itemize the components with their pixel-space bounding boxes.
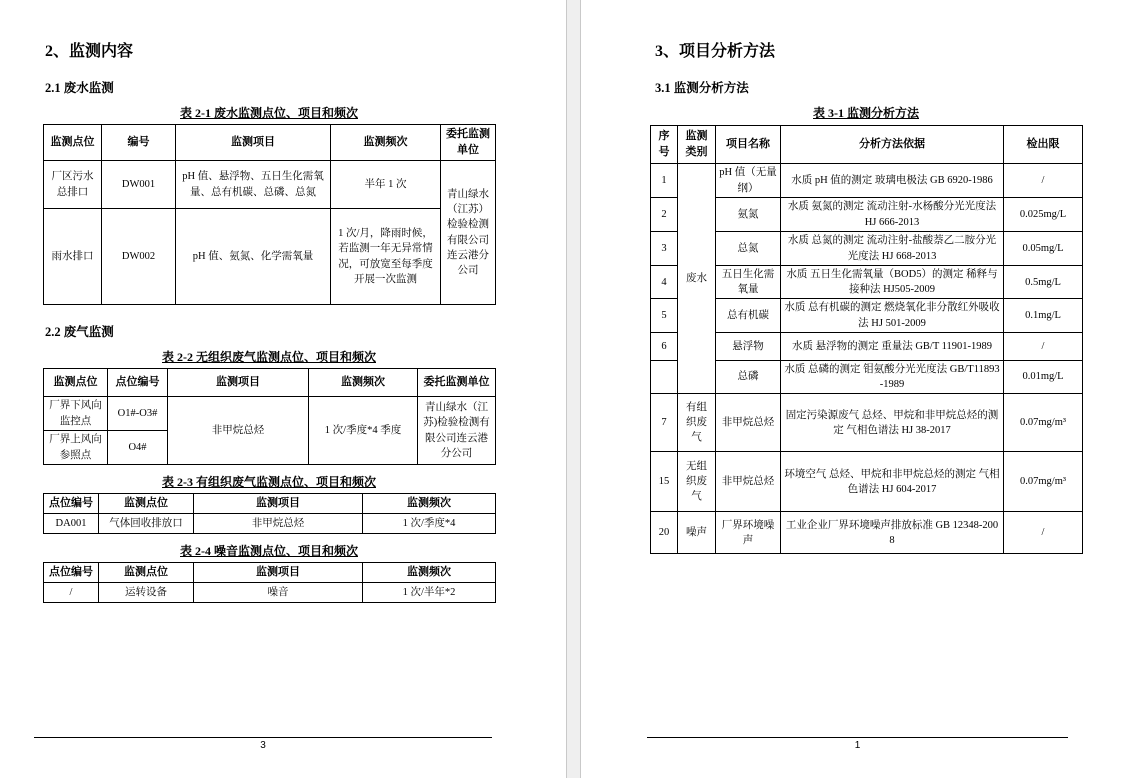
table-cell-item: 悬浮物 — [716, 332, 781, 360]
table-row — [44, 125, 496, 161]
table-row — [44, 583, 496, 603]
column-header: 监测频次 — [363, 494, 496, 514]
table-cell: pH 值、氨氮、化学需氧量 — [176, 209, 331, 305]
page-title-monitoring-content: 2、监测内容 — [45, 43, 134, 60]
table-row — [651, 360, 1083, 393]
table-cell-agency: 青山绿水（江苏）检验检测有限公司连云港分公司 — [441, 161, 496, 305]
table-2-3-organized-gas — [43, 493, 496, 534]
table-row — [44, 563, 496, 583]
table-cell: 运转设备 — [99, 583, 194, 603]
column-header: 监测点位 — [99, 494, 194, 514]
column-header: 编号 — [102, 125, 176, 161]
table-cell: DW001 — [102, 161, 176, 209]
column-header: 监测频次 — [309, 369, 418, 397]
table-cell: 半年 1 次 — [331, 161, 441, 209]
column-header: 监测类别 — [678, 126, 716, 164]
page-gutter — [566, 0, 581, 778]
table-cell: 气体回收排放口 — [99, 514, 194, 534]
table-row — [44, 209, 496, 305]
table-2-2-caption: 表 2-2 无组织废气监测点位、项目和频次 — [162, 350, 376, 364]
table-cell-method: 水质 pH 值的测定 玻璃电极法 GB 6920-1986 — [781, 164, 1004, 198]
table-row — [651, 126, 1083, 164]
table-cell-limit: 0.05mg/L — [1004, 232, 1083, 266]
table-cell-item: 总氮 — [716, 232, 781, 266]
column-header: 检出限 — [1004, 126, 1083, 164]
table-2-4-noise — [43, 562, 496, 603]
table-2-1-wastewater — [43, 124, 496, 305]
page-number: 1 — [854, 740, 861, 751]
table-row — [651, 266, 1083, 299]
column-header: 监测项目 — [194, 563, 363, 583]
table-cell-method: 水质 总磷的测定 钼氨酸分光光度法 GB/T11893-1989 — [781, 360, 1004, 393]
table-2-1-caption: 表 2-1 废水监测点位、项目和频次 — [180, 106, 358, 120]
table-cell-agency: 青山绿水（江苏)检验检测有限公司连云港分公司 — [418, 397, 496, 465]
table-cell-category-organized: 有组织废气 — [678, 394, 716, 452]
table-cell-limit: 0.07mg/m³ — [1004, 394, 1083, 452]
table-row — [651, 232, 1083, 266]
table-cell: 雨水排口 — [44, 209, 102, 305]
table-row — [651, 394, 1083, 452]
table-cell-no: 15 — [651, 452, 678, 512]
table-cell-method: 水质 总有机碳的测定 燃烧氧化非分散红外吸收法 HJ 501-2009 — [781, 299, 1004, 332]
table-cell-method: 水质 总氮的测定 流动注射-盐酸萘乙二胺分光光度法 HJ 668-2013 — [781, 232, 1004, 266]
column-header: 序号 — [651, 126, 678, 164]
table-cell: 噪音 — [194, 583, 363, 603]
page-footer-left — [34, 737, 492, 751]
table-cell-no: 4 — [651, 266, 678, 299]
table-cell: 1 次/季度*4 — [363, 514, 496, 534]
table-cell: 厂界上风向参照点 — [44, 431, 108, 465]
table-cell-no — [651, 360, 678, 393]
table-cell-item: 厂界环境噪声 — [716, 512, 781, 554]
table-cell-limit: 0.1mg/L — [1004, 299, 1083, 332]
section-monitoring-analysis-methods: 3.1 监测分析方法 — [655, 81, 749, 95]
table-cell: pH 值、悬浮物、五日生化需氧量、总有机碳、总磷、总氮 — [176, 161, 331, 209]
column-header: 监测频次 — [363, 563, 496, 583]
table-cell: 1 次/半年*2 — [363, 583, 496, 603]
page-title-analysis-methods: 3、项目分析方法 — [655, 43, 776, 60]
table-cell-item: 总有机碳 — [716, 299, 781, 332]
table-cell-no: 2 — [651, 198, 678, 232]
column-header: 点位编号 — [44, 563, 99, 583]
column-header: 分析方法依据 — [781, 126, 1004, 164]
column-header: 监测项目 — [168, 369, 309, 397]
page-footer-right — [647, 737, 1068, 751]
table-cell-item: pH 值（无量纲） — [716, 164, 781, 198]
column-header: 监测频次 — [331, 125, 441, 161]
table-cell-no: 3 — [651, 232, 678, 266]
column-header: 点位编号 — [108, 369, 168, 397]
table-cell-category-wastewater: 废水 — [678, 164, 716, 394]
table-cell-method: 环境空气 总烃、甲烷和非甲烷总烃的测定 气相色谱法 HJ 604-2017 — [781, 452, 1004, 512]
column-header: 项目名称 — [716, 126, 781, 164]
table-2-3-caption: 表 2-3 有组织废气监测点位、项目和频次 — [162, 475, 376, 489]
table-cell-no: 20 — [651, 512, 678, 554]
page-number: 3 — [260, 740, 266, 751]
table-cell-no: 7 — [651, 394, 678, 452]
column-header: 监测项目 — [194, 494, 363, 514]
column-header: 委托监测单位 — [441, 125, 496, 161]
table-cell-item: 五日生化需氧量 — [716, 266, 781, 299]
table-cell: / — [44, 583, 99, 603]
table-cell-limit: 0.07mg/m³ — [1004, 452, 1083, 512]
table-row — [44, 161, 496, 209]
table-2-2-fugitive-gas — [43, 368, 496, 465]
table-cell-limit: 0.5mg/L — [1004, 266, 1083, 299]
table-cell-limit: / — [1004, 164, 1083, 198]
column-header: 监测点位 — [44, 369, 108, 397]
table-row — [44, 514, 496, 534]
table-row — [651, 198, 1083, 232]
document-page-left — [0, 0, 566, 778]
table-cell: DA001 — [44, 514, 99, 534]
table-cell-method: 工业企业厂界环境噪声排放标准 GB 12348-2008 — [781, 512, 1004, 554]
table-cell: O4# — [108, 431, 168, 465]
table-cell-category-noise: 噪声 — [678, 512, 716, 554]
table-cell: 厂界下风向监控点 — [44, 397, 108, 431]
table-row — [651, 452, 1083, 512]
table-cell-limit: 0.025mg/L — [1004, 198, 1083, 232]
table-cell-item: 非甲烷总烃 — [716, 394, 781, 452]
table-cell-no: 5 — [651, 299, 678, 332]
table-row — [651, 299, 1083, 332]
table-row — [44, 397, 496, 431]
table-cell-category-unorganized: 无组织废气 — [678, 452, 716, 512]
table-cell-limit: 0.01mg/L — [1004, 360, 1083, 393]
table-cell-method: 水质 氨氮的测定 流动注射-水杨酸分光光度法 HJ 666-2013 — [781, 198, 1004, 232]
table-cell-limit: / — [1004, 332, 1083, 360]
column-header: 监测点位 — [99, 563, 194, 583]
table-cell-item: 总磷 — [716, 360, 781, 393]
table-cell-method: 水质 五日生化需氧量（BOD5）的测定 稀释与接种法 HJ505-2009 — [781, 266, 1004, 299]
table-cell: 1 次/月，降雨时候，若监测一年无异常情况，可放宽至每季度开展一次监测 — [331, 209, 441, 305]
table-2-4-caption: 表 2-4 噪音监测点位、项目和频次 — [180, 544, 358, 558]
table-row — [651, 512, 1083, 554]
section-gas-monitoring: 2.2 废气监测 — [45, 325, 114, 339]
table-cell: 非甲烷总烃 — [168, 397, 309, 465]
table-cell: 厂区污水总排口 — [44, 161, 102, 209]
column-header: 监测项目 — [176, 125, 331, 161]
table-row — [651, 164, 1083, 198]
table-row — [44, 494, 496, 514]
table-cell-no: 6 — [651, 332, 678, 360]
table-row — [44, 369, 496, 397]
document-page-right — [581, 0, 1140, 778]
column-header: 监测点位 — [44, 125, 102, 161]
table-row — [651, 332, 1083, 360]
table-cell-method: 固定污染源废气 总烃、甲烷和非甲烷总烃的测定 气相色谱法 HJ 38-2017 — [781, 394, 1004, 452]
table-cell-limit: / — [1004, 512, 1083, 554]
table-3-1-analysis-methods — [650, 125, 1083, 554]
table-3-1-caption: 表 3-1 监测分析方法 — [813, 106, 919, 120]
section-wastewater-monitoring: 2.1 废水监测 — [45, 81, 114, 95]
table-cell: 1 次/季度*4 季度 — [309, 397, 418, 465]
table-cell-no: 1 — [651, 164, 678, 198]
table-cell: 非甲烷总烃 — [194, 514, 363, 534]
table-cell-method: 水质 悬浮物的测定 重量法 GB/T 11901-1989 — [781, 332, 1004, 360]
column-header: 点位编号 — [44, 494, 99, 514]
table-cell-item: 氨氮 — [716, 198, 781, 232]
table-cell: DW002 — [102, 209, 176, 305]
table-cell-item: 非甲烷总烃 — [716, 452, 781, 512]
column-header: 委托监测单位 — [418, 369, 496, 397]
table-cell: O1#-O3# — [108, 397, 168, 431]
